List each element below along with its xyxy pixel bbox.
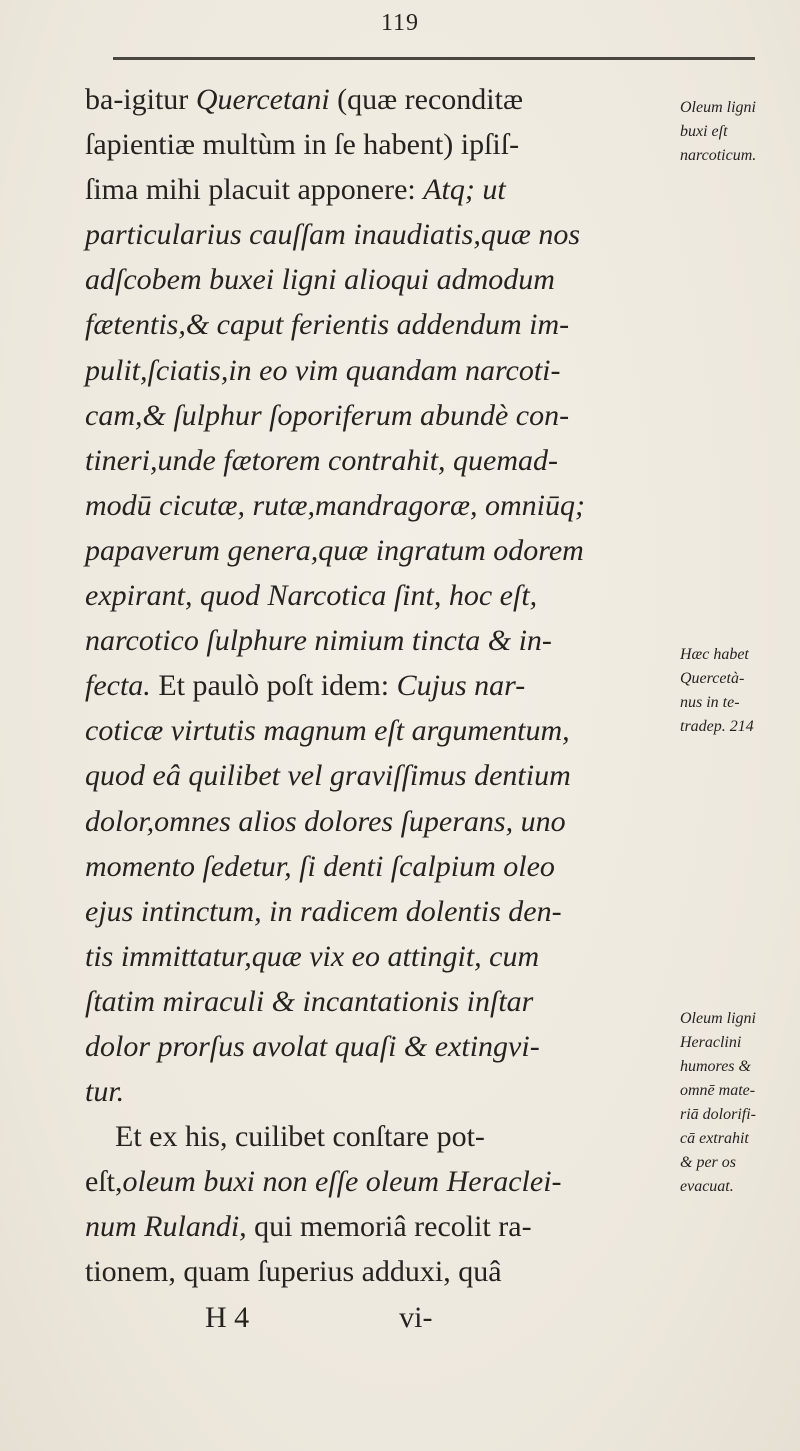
italic-segment: papaverum genera,quæ ingratum odorem: [85, 533, 584, 567]
text-line: [85, 1204, 675, 1249]
marginal-note-line: Hæc habet: [680, 646, 749, 663]
italic-segment: expirant, quod Narcotica ſint, hoc eſt,: [85, 579, 538, 613]
italic-segment: quod eâ quilibet vel graviſſimus dentium: [85, 759, 571, 793]
roman-segment: ſapientiæ multùm in ſe habent) ipſiſ-: [85, 128, 520, 162]
italic-segment: fætentis,& caput ferientis addendum im-: [85, 308, 570, 342]
italic-segment: cam,& ſulphur ſoporiferum abundè con-: [85, 398, 570, 432]
text-line: [85, 1069, 675, 1114]
text-line: [85, 1159, 675, 1204]
main-text-block: [85, 77, 675, 1340]
marginal-note-quercetanus: [680, 643, 798, 739]
marginal-note-line: humores &: [680, 1058, 751, 1075]
text-line: [85, 438, 675, 483]
marginal-note-line: buxi eſt: [680, 123, 728, 140]
text-line: [85, 1024, 675, 1069]
text-line: [85, 663, 675, 708]
italic-segment: coticæ virtutis magnum eſt argumentum,: [85, 714, 570, 748]
italic-segment: fecta.: [85, 669, 151, 703]
marginal-note-line: Heraclini: [680, 1034, 742, 1051]
italic-segment: tis immittatur,quæ vix eo attingit, cum: [85, 939, 540, 973]
italic-segment: momento ſedetur, ſi denti ſcalpium oleo: [85, 849, 555, 883]
roman-segment: (quæ reconditæ: [329, 83, 523, 116]
marginal-note-line: evacuat.: [680, 1178, 734, 1195]
italic-segment: pulit,ſciatis,in eo vim quandam narcoti-: [85, 353, 561, 387]
marginal-note-line: tradep. 214: [680, 718, 754, 735]
roman-segment: ſima mihi placuit apponere:: [85, 173, 424, 207]
italic-segment: ſtatim miraculi & incantationis inſtar: [85, 984, 534, 1018]
text-line: [85, 393, 675, 438]
italic-segment: Atq; ut: [423, 173, 506, 207]
text-line: [85, 708, 675, 753]
page-number: 119: [380, 10, 420, 36]
italic-segment: tineri,unde fætorem contrahit, quemad-: [85, 443, 558, 477]
italic-segment: narcotico ſulphure nimium tincta & in-: [85, 624, 552, 658]
text-line: [85, 979, 675, 1024]
text-line: [85, 934, 675, 979]
text-line: [85, 889, 675, 934]
roman-segment: qui memoriâ recolit ra-: [246, 1210, 532, 1244]
italic-segment: modū cicutæ, rutæ,mandragoræ, omniūq;: [85, 488, 586, 522]
text-line: [85, 799, 675, 844]
marginal-note-line: & per os: [680, 1154, 736, 1171]
italic-segment: Cujus nar-: [396, 669, 526, 703]
text-line: [85, 1114, 675, 1159]
text-line: [85, 618, 675, 663]
header-rule: [113, 57, 755, 60]
roman-segment: H 4 vi-: [85, 1300, 433, 1334]
marginal-note-line: riā dolorifi-: [680, 1106, 757, 1123]
roman-segment: Et ex his, cuilibet conſtare pot-: [85, 1120, 485, 1154]
roman-segment: tionem, quam ſuperius adduxi, quâ: [85, 1255, 502, 1289]
marginal-note-oleum-heraclinum: [680, 1007, 798, 1199]
text-line: [85, 212, 675, 257]
text-line: [85, 167, 675, 212]
italic-segment: Quercetani: [195, 83, 330, 116]
roman-segment: eſt,: [85, 1165, 123, 1199]
roman-segment: ba-igitur: [85, 83, 196, 116]
marginal-note-line: Oleum ligni: [680, 1010, 756, 1027]
text-line: [85, 348, 675, 393]
marginal-note-line: nus in te-: [680, 694, 740, 711]
italic-segment: tur.: [85, 1075, 125, 1109]
text-line: [85, 844, 675, 889]
text-line: [85, 257, 675, 302]
marginal-note-line: narcoticum.: [680, 147, 757, 164]
marginal-note-oleum-buxi: [680, 96, 798, 168]
text-line: [85, 528, 675, 573]
italic-segment: particularius cauſſam inaudiatis,quæ nos: [85, 218, 581, 252]
text-line: [85, 302, 675, 347]
italic-segment: oleum buxi non eſſe oleum Heraclei-: [122, 1165, 562, 1199]
italic-segment: dolor prorſus avolat quaſi & extingvi-: [85, 1029, 540, 1063]
italic-segment: ejus intinctum, in radicem dolentis den-: [85, 894, 562, 928]
roman-segment: Et paulò poſt idem:: [150, 669, 397, 703]
text-line: [85, 1295, 675, 1340]
text-line: [85, 483, 675, 528]
text-line: [85, 753, 675, 798]
text-line: [85, 573, 675, 618]
text-line: [85, 77, 675, 122]
italic-segment: num Rulandi,: [85, 1210, 247, 1244]
marginal-note-line: Quercetà-: [680, 670, 745, 687]
marginal-note-line: omnē mate-: [680, 1082, 756, 1099]
marginal-note-line: cā extrahit: [680, 1130, 749, 1147]
text-line: [85, 122, 675, 167]
marginal-note-line: Oleum ligni: [680, 99, 756, 116]
italic-segment: dolor,omnes alios dolores ſuperans, uno: [85, 804, 566, 838]
italic-segment: adſcobem buxei ligni alioqui admodum: [85, 263, 555, 297]
text-line: [85, 1249, 675, 1294]
